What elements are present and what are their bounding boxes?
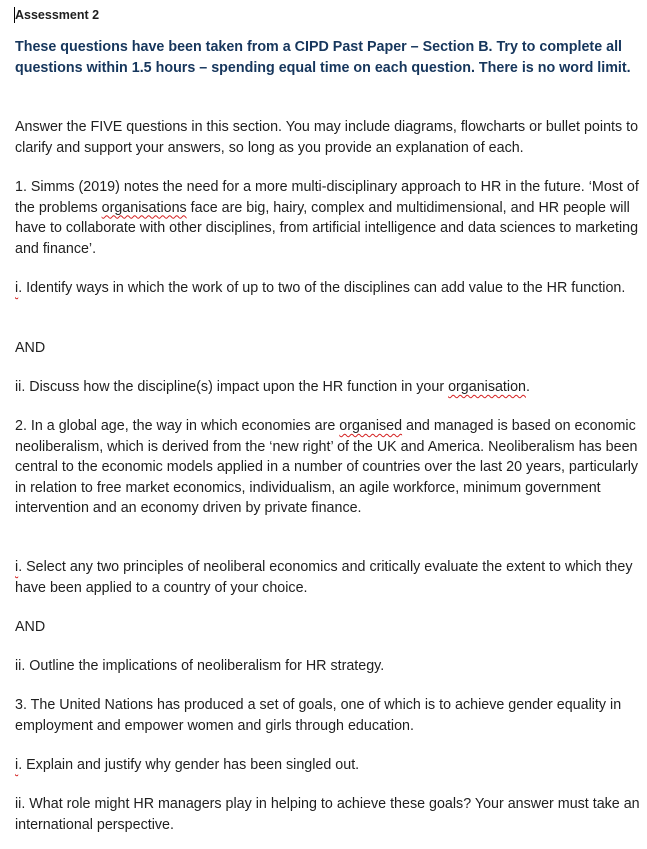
document-title: Assessment 2 [15, 8, 100, 22]
question-3-paragraph: 3. The United Nations has produced a set of goals, one of which is to achieve gender equality in employment and empower women and girls through education. [15, 697, 622, 734]
question-2-part-ii: ii. Outline the implications of neoliberalism for HR strategy. [15, 658, 385, 674]
spelling-flag-organisations[interactable]: organisations [101, 199, 187, 216]
question-3-part-ii: ii. What role might HR managers play in helping to achieve these goals? Your answer must take an international perspective. [15, 796, 640, 833]
q1-text-start: 1. Simms (2019) notes the need for a more multi-disciplinary approach to HR in the future. ‘Most of the problems [15, 179, 639, 216]
q3-part-i-text: . Explain and justify why gender has been singled out. [18, 757, 360, 773]
question-2-part-i [15, 557, 641, 598]
question-2-and: AND [15, 619, 46, 635]
q2-text-end: and managed is based on economic neoliberalism, which is derived from the ‘new right’ of the UK and America. Neoliberalism has been central to the economic models applied in a number of countries over the last 20 years, particularly in relation to free market economics, individualism, an agile workforce, minimum government intervention and an economy driven by private finance. [15, 418, 639, 516]
question-2-paragraph [15, 416, 641, 519]
q1-part-ii-text: ii. Discuss how the discipline(s) impact upon the HR function in your [15, 379, 449, 395]
spelling-flag-organised[interactable]: organised [339, 418, 403, 434]
question-1-part-ii [15, 377, 641, 398]
spelling-flag-i[interactable]: i [15, 757, 19, 773]
q1-part-ii-end: . [525, 379, 530, 395]
q2-part-i-text: . Select any two principles of neoliberal economics and critically evaluate the extent to which they have been applied to a country of your choice. [15, 559, 633, 596]
question-3-part-i [15, 755, 641, 776]
question-1-paragraph [15, 177, 641, 259]
spelling-flag-i[interactable]: i [15, 280, 19, 296]
instructions-paragraph: Answer the FIVE questions in this section. You may include diagrams, flowcharts or bullet points to clarify and support your answers, so long as you provide an explanation of each. [15, 119, 639, 156]
intro-paragraph: These questions have been taken from a CIPD Past Paper – Section B. Try to complete all questions within 1.5 hours – spending equal time on each question. There is no word limit. [15, 39, 631, 76]
q1-text-end: face are big, hairy, complex and multidimensional, and HR people will have to collaborate with other disciplines, from artificial intelligence and data sciences to marketing and finance’. [15, 199, 639, 257]
question-1-part-i [15, 278, 641, 299]
q2-text-start: 2. In a global age, the way in which economies are [15, 418, 340, 434]
spelling-flag-i[interactable]: i [15, 559, 19, 575]
question-1-and: AND [15, 340, 46, 356]
q1-part-i-text: . Identify ways in which the work of up to two of the disciplines can add value to the HR function. [18, 280, 626, 296]
spelling-flag-organisation[interactable]: organisation [448, 379, 526, 395]
